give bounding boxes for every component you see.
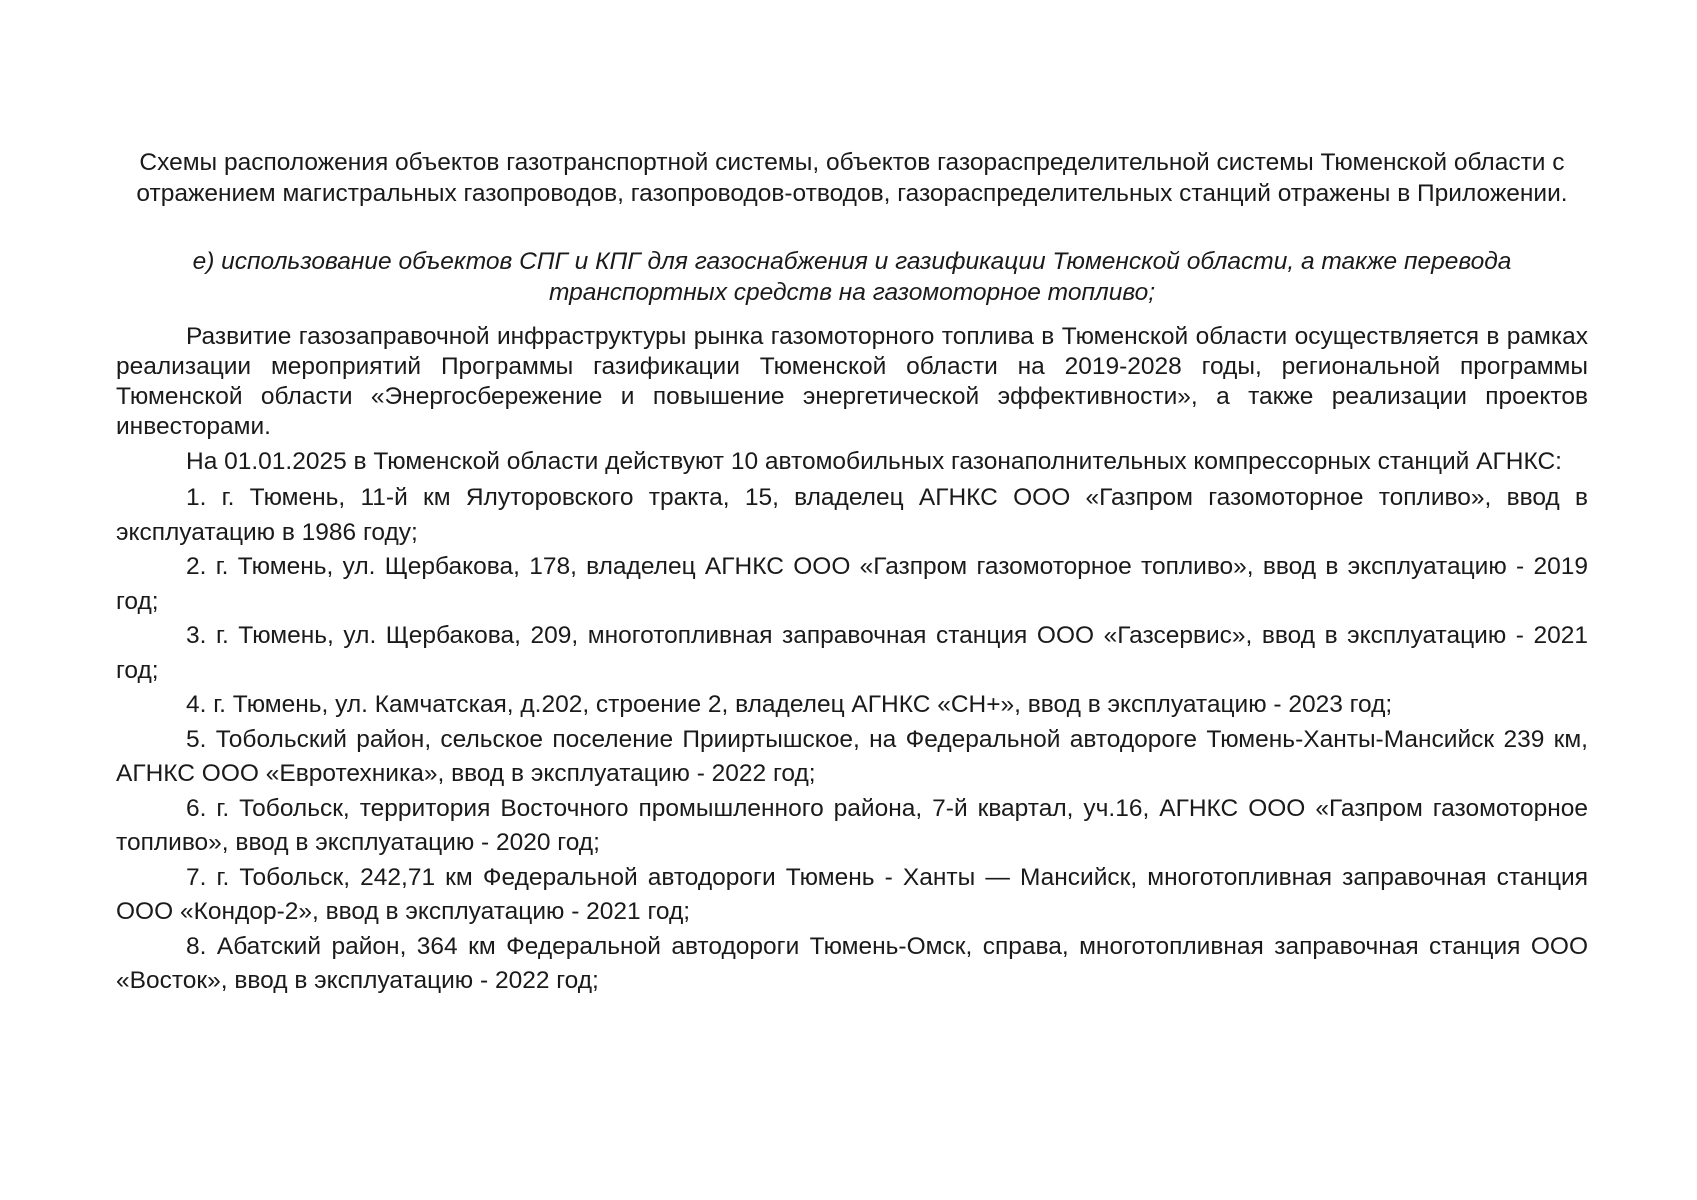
list-item: 7. г. Тобольск, 242,71 км Федеральной автодороги Тюмень - Ханты — Мансийск, многотопливная заправочная станция ООО «Кондор-2», ввод в эксплуатацию - 2021 год;	[116, 863, 1588, 925]
list-item: 8. Абатский район, 364 км Федеральной автодороги Тюмень-Омск, справа, многотопливная заправочная станция ООО «Восток», ввод в эксплуатацию - 2022 год;	[116, 932, 1588, 994]
list-item: 1. г. Тюмень, 11-й км Ялуторовского тракта, 15, владелец АГНКС ООО «Газпром газомоторное топливо», ввод в эксплуатацию в 1986 году;	[116, 484, 1588, 546]
station-list	[116, 481, 1588, 999]
list-item: 6. г. Тобольск, территория Восточного промышленного района, 7-й квартал, уч.16, АГНКС ООО «Газпром газомоторное топливо», ввод в эксплуатацию - 2020 год;	[116, 794, 1588, 856]
body-paragraph: На 01.01.2025 в Тюменской области действуют 10 автомобильных газонаполнительных компрессорных станций АГНКС:	[186, 448, 1562, 475]
list-item: 2. г. Тюмень, ул. Щербакова, 178, владелец АГНКС ООО «Газпром газомоторное топливо», ввод в эксплуатацию - 2019 год;	[116, 553, 1588, 615]
section-heading: е) использование объектов СПГ и КПГ для газоснабжения и газификации Тюменской области, а также перевода транспортных средств на газомоторное топливо;	[192, 248, 1512, 306]
document-page	[116, 148, 1588, 999]
body-paragraph: Развитие газозаправочной инфраструктуры рынка газомоторного топлива в Тюменской области осуществляется в рамках реализации мероприятий Программы газификации Тюменской области на 2019-2028 годы, региональной программы Тюменской области «Энергосбережение и повышение энергетической эффективности», а также реализации проектов инвесторами.	[116, 323, 1588, 440]
list-item: 3. г. Тюмень, ул. Щербакова, 209, многотопливная заправочная станция ООО «Газсервис», ввод в эксплуатацию - 2021 год;	[116, 622, 1588, 684]
intro-paragraph: Схемы расположения объектов газотранспортной системы, объектов газораспределительной системы Тюменской области с отражением магистральных газопроводов, газопроводов-отводов, газораспределительных станций отражены в Приложении.	[136, 149, 1568, 207]
list-item: 5. Тобольский район, сельское поселение Прииртышское, на Федеральной автодороге Тюмень-Ханты-Мансийск 239 км, АГНКС ООО «Евротехника», ввод в эксплуатацию - 2022 год;	[116, 725, 1588, 787]
list-item: 4. г. Тюмень, ул. Камчатская, д.202, строение 2, владелец АГНКС «СН+», ввод в эксплуатацию - 2023 год;	[186, 691, 1393, 718]
